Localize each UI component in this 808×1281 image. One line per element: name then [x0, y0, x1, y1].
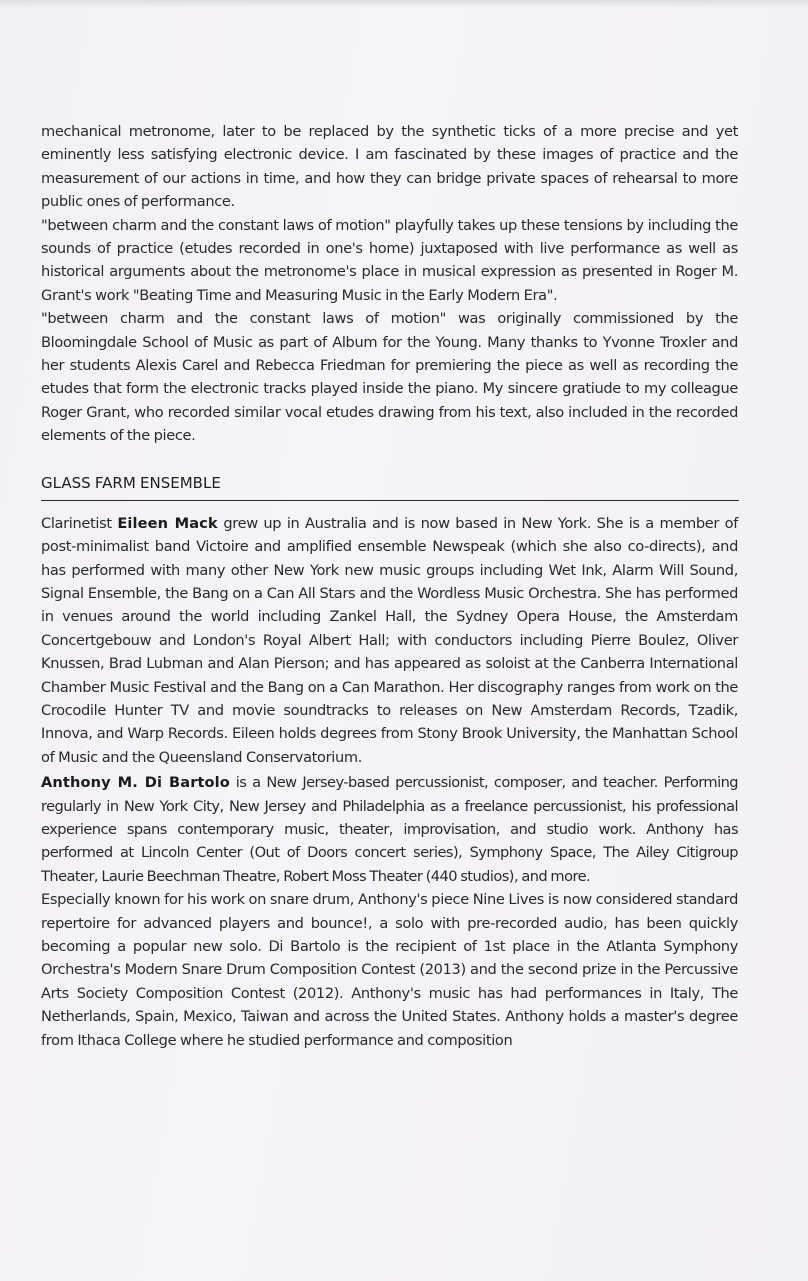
intro-paragraph-commission: "between charm and the constant laws of motion" was originally commissioned by the Bloomingdale School of Music as part of Album for the Young. Many thanks to Yvonne Troxler and her students Alexis Carel and Rebecca Friedman for premiering the piece as well as recording the etudes that form the electronic tracks played inside the piano. My sincere gratiude to my colleague Roger Grant, who recorded similar vocal etudes drawing from his text, also included in the recorded elements of the piece.	[41, 310, 738, 445]
performer-name-anthony-di-bartolo: Anthony M. Di Bartolo	[41, 774, 230, 792]
intro-paragraph-tensions: "between charm and the constant laws of motion" playfully takes up these tensions by including the sounds of practice (etudes recorded in one's home) juxtaposed with live performance as well as historical arguments about the metronome's place in musical expression as presented in Roger M. Grant's work "Beating Time and Measuring Music in the Early Modern Era".	[41, 216, 738, 304]
bio-anthony-di-bartolo-continued: Especially known for his work on snare drum, Anthony's piece Nine Lives is now considered standard repertoire for advanced players and bounce!, a solo with pre-recorded audio, has been quickly becoming a popular new solo. Di Bartolo is the recipient of 1st place in the Atlanta Symphony Orchestra's Modern Snare Drum Composition Contest (2013) and the second prize in the Percussive Arts Society Composition Contest (2012). Anthony's music has had performances in Italy, The Netherlands, Spain, Mexico, Taiwan and across the United States. Anthony holds a master's degree from Ithaca College where he studied performance and composition	[41, 891, 738, 1049]
bio-anthony-di-bartolo	[41, 771, 738, 888]
section-heading-glass-farm-ensemble: GLASS FARM ENSEMBLE	[41, 473, 221, 492]
bio-text: is a New Jersey-based percussionist, composer, and teacher. Performing regularly in New York City, New Jersey and Philadelphia as a freelance percussionist, his professional experience spans contemporary music, theater, improvisation, and studio work. Anthony has performed at Lincoln Center (Out of Doors concert series), Symphony Space, The Ailey Citigroup Theater, Laurie Beechman Theatre, Robert Moss Theater (440 studios), and more.	[41, 774, 738, 885]
performer-name-eileen-mack: Eileen Mack	[117, 514, 218, 532]
section-divider	[41, 500, 739, 501]
bio-text: grew up in Australia and is now based in New York. She is a member of post-minimalist band Victoire and amplified ensemble Newspeak (which she also co-directs), and has performed with many other New York new music groups including Wet Ink, Alarm Will Sound, Signal Ensemble, the Bang on a Can All Stars and the Wordless Music Orchestra. She has performed in venues around the world including Zankel Hall, the Sydney Opera House, the Amsterdam Concertgebouw and London's Royal Albert Hall; with conductors including Pierre Boulez, Oliver Knussen, Brad Lubman and Alan Pierson; and has appeared as soloist at the Canberra International Chamber Music Festival and the Bang on a Can Marathon. Her discography ranges from work on the Crocodile Hunter TV and movie soundtracks to releases on New Amsterdam Records, Tzadik, Innova, and Warp Records. Eileen holds degrees from Stony Brook University, the Manhattan School of Music and the Queensland Conservatorium.	[41, 514, 739, 766]
page-content	[41, 120, 738, 1052]
intro-paragraph-metronome: mechanical metronome, later to be replaced by the synthetic ticks of a more precise and yet eminently less satisfying electronic device. I am fascinated by these images of practice and the measurement of our actions in time, and how they can bridge private spaces of rehearsal to more public ones of performance.	[41, 123, 738, 211]
bio-lead-text: Clarinetist	[41, 514, 118, 532]
bio-eileen-mack	[41, 512, 738, 769]
